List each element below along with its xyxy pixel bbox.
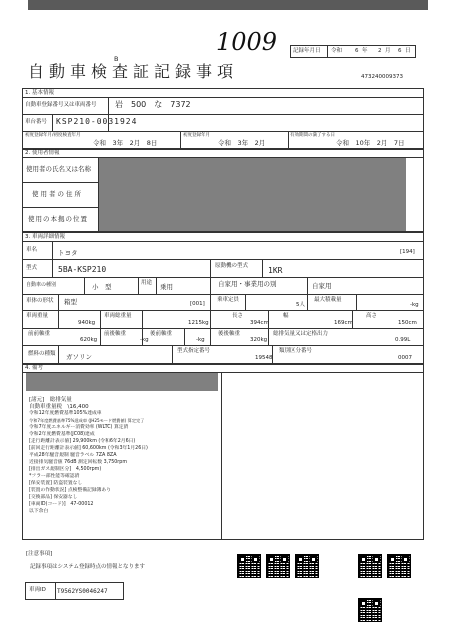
note-line: 令和7年度エネルギー消費効率 (WLTC) 算定済 xyxy=(29,425,129,430)
vin-value: KSP210-0031924 xyxy=(56,117,138,126)
max-load-value: -kg xyxy=(410,302,419,308)
user-name-label: 使用者の氏名又は名称 xyxy=(26,165,91,173)
letter-b: B xyxy=(114,55,119,63)
issue-date-month: 2 xyxy=(378,48,382,54)
qr-code-1 xyxy=(237,554,261,578)
qr-code-4 xyxy=(358,554,382,578)
handwritten-number: 1009 xyxy=(216,28,278,56)
model-label: 型式 xyxy=(26,265,38,271)
section4-header: 4. 備考 xyxy=(25,365,43,371)
first-reg-label: 初度登録年月/初度検査年月 xyxy=(25,133,81,138)
purpose-label: 自家用・事業用の別 xyxy=(218,280,277,288)
note-line: 平成28年騒音規制 騒音ラベル 7ZA 8ZA xyxy=(29,453,117,458)
vehicle-id-label: 車両ID xyxy=(29,587,46,593)
class-number-value: 0007 xyxy=(398,355,412,361)
rear-rear-axle-label: 後後軸重 xyxy=(218,331,241,337)
body-shape-value: 箱型 xyxy=(64,298,77,306)
note-line: [走行距離計表示値] 29,900km (令和6年2月6日) xyxy=(29,439,136,444)
qr-code-2 xyxy=(266,554,290,578)
reg-number-value: 岩 500 な 7372 xyxy=(115,100,191,109)
note-line: *フラー部性能等確認済 xyxy=(29,474,80,479)
note-line: [車両ID(コード)] 47-00012 xyxy=(29,502,94,507)
class-number-label: 類別区分番号 xyxy=(279,348,313,354)
note-line: 以下余白 xyxy=(29,509,49,514)
body-shape-label: 車体の形状 xyxy=(26,298,54,304)
note-line: [排出ガス規制区分] 4,500rpm) xyxy=(29,467,102,472)
qr-code-3 xyxy=(295,554,319,578)
first-reg2-value: 令和 3年 2月 xyxy=(218,139,266,147)
first-reg2-label: 初度登録年月 xyxy=(183,133,210,138)
reg-number-label: 自動車登録番号又は車両番号 xyxy=(25,102,97,108)
issue-date-year-unit: 年 xyxy=(362,48,368,54)
vehicle-id-value: T9562YS0046247 xyxy=(57,588,108,595)
top-scan-band xyxy=(28,0,428,10)
gross-weight-value: 1215kg xyxy=(188,320,209,326)
gross-weight-label: 車両総重量 xyxy=(104,313,132,319)
note-line: [保安装置] 防盗装置なし xyxy=(29,481,83,486)
note-line: 自動車重量税 \16,400 xyxy=(29,404,89,410)
displacement-value: 0.99L xyxy=(395,337,411,343)
model-value: 5BA-KSP210 xyxy=(58,265,107,274)
issue-date-era: 令和 xyxy=(331,48,343,54)
front-rear-axle-label: 前後軸重 xyxy=(104,331,127,337)
first-reg-value: 令和 3年 2月 8日 xyxy=(93,139,158,147)
note-line: 近接排気騒音値 76dB 測定回転数 3,750rpm xyxy=(29,460,128,465)
capacity-label: 乗車定員 xyxy=(217,297,240,303)
rear-rear-axle-value: 320kg xyxy=(250,337,268,343)
issue-date-month-unit: 月 xyxy=(385,48,391,54)
expiry-value: 令和 10年 2月 7日 xyxy=(336,139,405,147)
fuel-type-label: 燃料の種類 xyxy=(28,351,56,357)
height-label: 高さ xyxy=(366,313,378,319)
front-rear-axle-value: -kg xyxy=(140,337,149,343)
issue-date-year: 6 xyxy=(355,48,359,54)
max-load-label: 最大積載量 xyxy=(314,297,342,303)
height-value: 150cm xyxy=(398,320,417,326)
maker-code: [194] xyxy=(400,249,415,255)
vin-label: 車台番号 xyxy=(25,119,48,125)
note-line: [交換部品] 保安器なし xyxy=(29,495,78,500)
notice-title: [注意事項] xyxy=(26,551,53,557)
capacity-value: 5人 xyxy=(296,302,305,308)
width-value: 169cm xyxy=(334,320,353,326)
issue-date-day: 6 xyxy=(398,48,402,54)
user-address-label: 使用者の住所 xyxy=(32,190,83,198)
body-shape-code: [001] xyxy=(190,301,205,307)
notes-redaction xyxy=(26,373,218,391)
kind-value: 小 型 xyxy=(92,283,112,291)
note-line: 令和12年度燃費基準105%達成車 xyxy=(29,411,102,416)
issue-date-day-unit: 日 xyxy=(405,48,411,54)
engine-label: 原動機の型式 xyxy=(215,263,249,269)
kind-label: 自動車の種別 xyxy=(26,282,57,288)
rear-front-axle-value: -kg xyxy=(196,337,205,343)
document-code: 473240009373 xyxy=(361,74,403,80)
note-line: [前回走行距離計表示値] 60,600km (令和3年1月26日) xyxy=(29,446,148,451)
section2-header: 2. 使用者情報 xyxy=(25,150,60,156)
document-title: 自動車検査証記録事項 xyxy=(28,62,239,81)
expiry-label: 有効期間の満了する日 xyxy=(290,133,335,138)
type-number-label: 型式指定番号 xyxy=(177,348,211,354)
front-front-axle-label: 前前軸重 xyxy=(28,331,51,337)
displacement-label: 総排気量又は定格出力 xyxy=(273,331,329,337)
qr-code-5 xyxy=(387,554,411,578)
rear-front-axle-label: 後前軸重 xyxy=(150,331,173,337)
width-label: 幅 xyxy=(283,313,289,319)
note-line: [諸元] 総排気量 xyxy=(29,397,72,403)
section3-header: 3. 車両詳細情報 xyxy=(25,234,65,240)
vehicle-weight-value: 940kg xyxy=(78,320,96,326)
notice-text: 記録事項はシステム登録時点の情報となります xyxy=(30,564,145,570)
user-info-redaction xyxy=(99,158,406,231)
base-location-label: 使用の本拠の位置 xyxy=(28,215,88,223)
length-label: 長さ xyxy=(232,313,244,319)
engine-value: 1KR xyxy=(268,266,283,275)
section1-header: 1. 基本情報 xyxy=(25,90,54,96)
fuel-type-value: ガソリン xyxy=(66,353,92,361)
purpose-value: 自家用 xyxy=(312,282,332,290)
maker-value: トヨタ xyxy=(58,249,78,257)
maker-label: 車名 xyxy=(26,247,38,253)
front-front-axle-value: 620kg xyxy=(80,337,98,343)
note-line: 令和2年度燃費基準(JC08)達成 xyxy=(29,432,95,437)
note-line: [装置の作動状況] 点検整備記録簿あり xyxy=(29,488,112,493)
length-value: 394cm xyxy=(250,320,269,326)
use-label: 用途 xyxy=(141,280,153,286)
vehicle-weight-label: 車両重量 xyxy=(26,313,49,319)
qr-code-6 xyxy=(358,598,382,622)
note-line: 令和7年度燃費基準75%達成車 (JH25モード燃費値) 算定完了 xyxy=(29,418,145,423)
use-value: 乗用 xyxy=(160,283,173,291)
type-number-value: 19548 xyxy=(255,355,273,361)
issue-date-label: 記録年月日 xyxy=(293,48,321,54)
